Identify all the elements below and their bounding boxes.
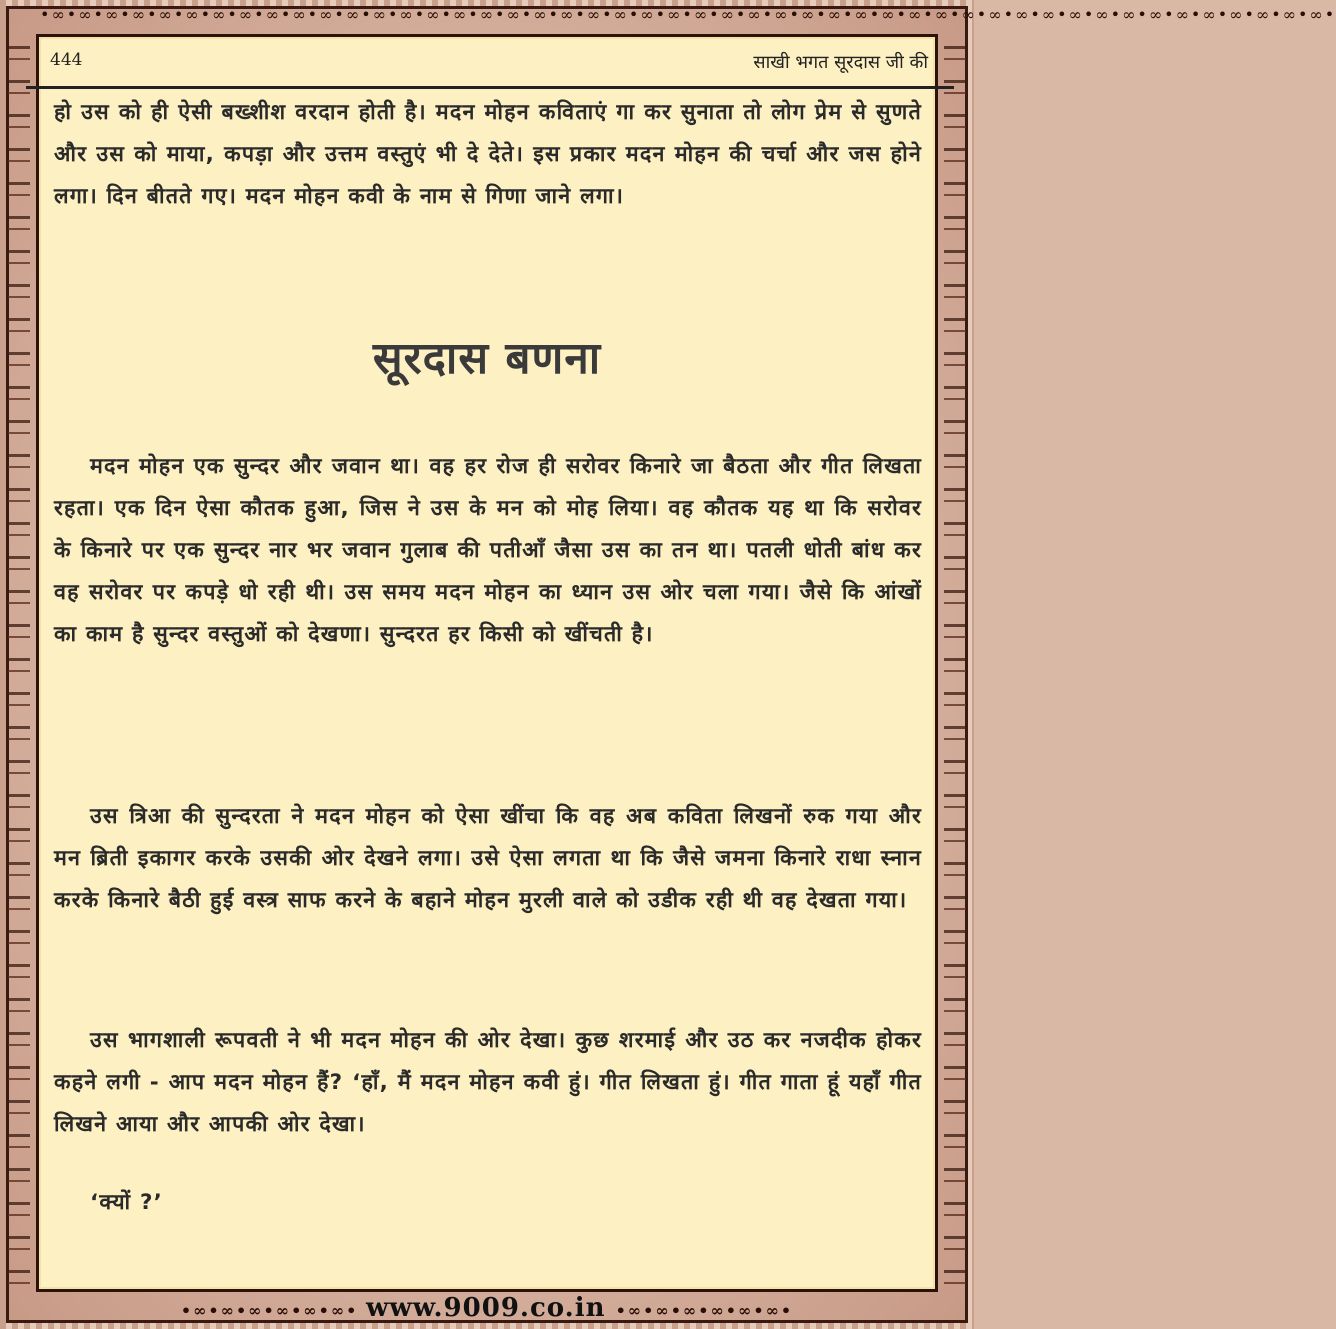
paragraph-text: ‘क्यों ?’ — [90, 1190, 164, 1215]
paragraph-text: उस भागशाली रूपवती ने भी मदन मोहन की ओर देखा। कुछ शरमाई और उठ कर नजदीक होकर कहने लगी - आप मदन मोहन हैं? ‘हाँ, मैं मदन मोहन कवी हुं। गीत लिखता हुं। गीत गाता हूं यहाँ गीत लिखने आया और आपकी ओर देखा। — [54, 1028, 922, 1137]
right-ornament-icon — [944, 36, 966, 1293]
section-heading: सूरदास बणना — [372, 333, 602, 384]
running-head: साखी भगत सूरदास जी की — [753, 52, 928, 73]
top-ornament-icon: •∞•∞•∞•∞•∞•∞•∞•∞•∞•∞•∞•∞•∞•∞•∞•∞•∞•∞•∞•∞•∞•∞•∞•∞•∞•∞•∞•∞•∞•∞•∞•∞•∞•∞•∞•∞•∞•∞•∞•∞•∞•∞•∞•∞•∞•∞•∞•∞• — [40, 5, 1336, 24]
paragraph-text: हो उस को ही ऐसी बख्शीश वरदान होती है। मदन मोहन कविताएं गा कर सुनाता तो लोग प्रेम से सुणते और उस को माया, कपड़ा और उत्तम वस्तुएं भी दे देते। इस प्रकार मदन मोहन की चर्चा और जस होने लगा। दिन बीतते गए। मदन मोहन कवी के नाम से गिणा जाने लगा। — [54, 100, 922, 209]
left-ornament-icon — [8, 36, 30, 1293]
page-number: 444 — [50, 50, 83, 70]
header-rule — [26, 86, 954, 89]
paragraph-5 — [54, 1182, 922, 1224]
paragraph-text: मदन मोहन एक सुन्दर और जवान था। वह हर रोज ही सरोवर किनारे जा बैठता और गीत लिखता रहता। एक दिन ऐसा कौतक हुआ, जिस ने उस के मन को मोह लिया। वह कौतक यह था कि सरोवर के किनारे पर एक सुन्दर नार भर जवान गुलाब की पतीआँ जैसा उस का तन था। पतली धोती बांध कर वह सरोवर पर कपड़े धो रही थी। उस समय मदन मोहन का ध्यान उस ओर चला गया। जैसे कि आंखों का काम है सुन्दर वस्तुओं को देखणा। सुन्दरत हर किसी को खींचती है। — [54, 454, 922, 647]
paragraph-text: उस त्रिआ की सुन्दरता ने मदन मोहन को ऐसा खींचा कि वह अब कविता लिखनों रुक गया और मन ब्रिती इकागर करके उसकी ओर देखने लगा। उसे ऐसा लगता था कि जैसे जमना किनारे राधा स्नान करके किनारे बैठी हुई वस्त्र साफ करने के बहाने मोहन मुरली वाले को उडीक रही थी वह देखता गया। — [54, 804, 922, 913]
paragraph-1 — [54, 92, 922, 218]
paragraph-2 — [54, 446, 922, 656]
paragraph-3 — [54, 796, 922, 922]
page-header — [50, 50, 928, 80]
page-footer — [0, 1293, 974, 1329]
paragraph-4 — [54, 1020, 922, 1146]
footer-url[interactable]: www.9009.co.in — [365, 1293, 606, 1323]
footer-ornament-icon: •∞•∞•∞•∞•∞•∞• — [180, 1301, 366, 1320]
footer-ornament-icon: •∞•∞•∞•∞•∞•∞• — [615, 1301, 794, 1320]
